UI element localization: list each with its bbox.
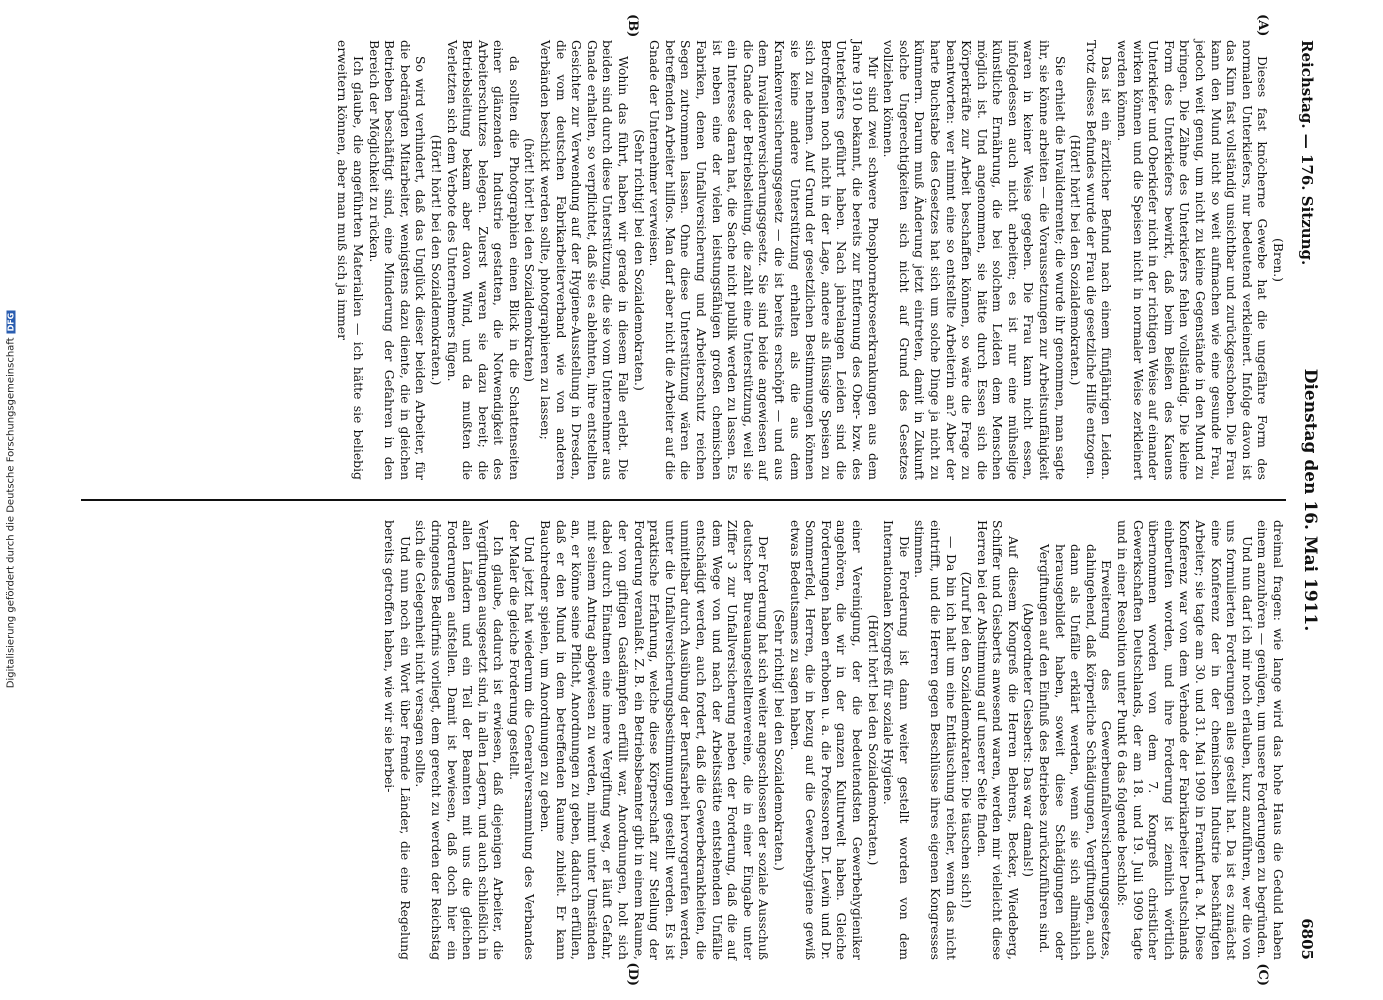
paragraph: Der Forderung hat sich weiter angeschlossen der soziale Ausschuß deutscher Bureauangestelltenvereine, die in einer Eingabe unter Ziffer 3 zur Unfallversicherung neben der Forderung, daß die auf dem Wege von und nach der Arbeitsstätte entstehenden Unfälle entschädigt werden, auch fordert, daß die Gewerbekrankheiten, die unmittelbar durch Ausübung der Berufsarbeit hervorgerufen werden, unter die Unfallversicherungsbestimmungen gestellt werden. Es ist praktische Erfahrung, welche diese Körperschaft zur Stellung der Forderung veranlaßt. Z. B. ein Betriebsbeamter gibt in einem Raume, der von giftigen Gasdämpfen erfüllt war, Anordnungen, holt sich dabei durch Einatmen eine innere Vergiftung weg, er läuft Gefahr, mit seinem Antrag abgewiesen zu werden, nimmt unter Umständen an, er könne seine Pflicht, Anordnungen zu geben, dadurch erfüllen, daß er den Mund in dem betreffenden Raume zuhielt. Er kann Bauchredner spielen, um Anordnungen zu geben. — [538, 520, 772, 960]
column-marker-a: (A) — [1255, 14, 1270, 37]
paragraph: Auf diesem Kongreß die Herren Behrens, Becker, Wiedeberg, Schiffer und Giesberts anwesend waren, werden mir vielleicht diese Herren bei der Abstimmung auf unserer Seite finden. — [974, 520, 1021, 960]
paragraph: Wohin das führt, haben wir gerade in diesem Falle erlebt. Die beiden sind durch diese Unterstützung, die sie vom Unternehmer aus Gnade erhalten, so verpflichtet, daß sie es ablehnten, ihre entstellten Gesichter zur Verwendung auf der Hygiene-Ausstellung in Dresden, die vom deutschen Fabrikarbeiterverband wie von anderen Verbänden beschickt werden sollte, photographieren zu lassen; — [538, 40, 632, 480]
column-divider — [81, 499, 1286, 501]
credit-text: Digitalisierung gefördert durch die Deutsche Forschungsgemeinschaft — [5, 337, 17, 689]
digitization-credit-strip — [0, 0, 22, 1000]
page-header — [1290, 40, 1330, 960]
column-marker-c: (C) — [1255, 963, 1270, 986]
paragraph: dreimal fragen: wie lange wird das hohe Haus die Geduld haben einem anzuhören — genügen, um unsere Forderungen zu begründen. — [1255, 520, 1286, 960]
interjection: (Zuruf bei den Sozialdemokraten: Die täuschen sich!) — [959, 571, 975, 909]
page-number: 6805 — [1298, 918, 1316, 960]
column-marker-d: (D) — [625, 962, 640, 986]
paragraph: Dieses fast knöcherne Gewebe hat die ungefähre Form des normalen Unterkiefers, nur bedeutend verkleinert. Infolge davon ist das Kinn fast vollständig unsichtbar und zurückgeschoben. Die Frau kann den Mund nicht so weit aufmachen wie eine gesunde Frau, jedoch weit genug, um nicht zu kleine Gegenstände in den Mund zu bringen. Die Zähne des Unterkiefers fehlen vollständig. Die kleine Form des Unterkiefers bewirkt, daß beim Beißen des Kauens Unterkiefer und Oberkiefer nicht in der richtigen Weise auf einander wirken können und die Speisen nicht in normaler Weise zerkleinert werden können. — [1115, 40, 1271, 480]
paragraph: einer Vereinigung, der die bedeutendsten Gewerbehygieniker angehören, die wir in der ganzen Kulturwelt haben. Gleiche Forderungen haben erhoben u. a. die Professoren Dr. Lewin und Dr. Sommerfeld, Herren, die in bezug auf die Gewerbehygiene gewiß etwas Bedeutsames zu sagen haben. — [787, 520, 865, 960]
paragraph: So wird verhindert, daß das Unglück dieser beiden Arbeiter, für die bedrängten Mitarbeiter, wenigstens dazu diente, die in gleichen Betrieben beschäftigt sind, eine Minderung der Gefahren in den Bereich der Möglichkeit zu rücken. — [366, 40, 429, 480]
paragraph: Und jetzt hat wiederum die Generalversammlung des Verbandes der Maler die gleiche Forderung gestellt. — [506, 520, 538, 960]
paragraph: — Da bin ich halt um eine Enttäuschung reicher, wenn das nicht eintrifft, und die Herren gegen Beschlüsse ihres eigenen Kongresses stimmen. — [912, 520, 959, 960]
speaker-label: (Bren.) — [1271, 238, 1286, 282]
paragraph: Ich glaube, die angeführten Materialien — ich hätte sie beliebig erweitern können, aber man muß sich ja immer — [335, 40, 366, 480]
column-marker-b: (B) — [625, 14, 640, 38]
paragraph: Und nun darf ich mir noch erlauben, kurz anzuführen, wer die von uns formulierten Forderungen alles gestellt hat. Da ist es zunächst eine Konferenz der in der chemischen Industrie beschäftigten Arbeiter; sie tagte am 30. und 31. Mai 1909 in Frankfurt a. M. Diese Konferenz war von dem Verbande der Fabrikarbeiter Deutschlands einberufen worden, und ihre Forderung ist ziemlich wörtlich übernommen worden von dem 7. Kongreß christlicher Gewerkschaften Deutschlands, der am 18. und 19. Juli 1909 tagte und in einer Resolution unter Punkt 6 das folgende beschloß: — [1115, 520, 1255, 960]
scanned-page — [70, 14, 1330, 986]
quoted-resolution: Erweiterung des Gewerbeunfallversicherungsgesetzes, dahingehend, daß körperliche Schädigungen, Vergiftungen, auch dann als Unfälle erklärt werden, wenn sie sich allmählich herausgebildet haben, soweit diese Schädigungen oder Vergiftungen auf den Einfluß des Betriebes zurückzuführen sind. — [1037, 544, 1115, 960]
interjection: (Hört! hört! bei den Sozialdemokraten.) — [428, 134, 444, 386]
interjection: (Hört! hört! bei den Sozialdemokraten.) — [865, 614, 881, 866]
text-columns — [81, 40, 1286, 960]
paragraph: Mir sind zwei schwere Phosphornekroseerkrankungen aus dem Jahre 1910 bekannt, die bereits zur Entfernung des Ober- bzw. des Unterkiefers geführt haben. Nach jahrelangen Leiden sind die Betroffenen noch nicht in der Lage, andere als flüssige Speisen zu sich zu nehmen. Auf Grund der gesetzlichen Bestimmungen können sie keine andere Unterstützung erhalten als die aus dem Krankenversicherungsgesetz — die ist bereits erschöpft — und aus dem Invalidenversicherungsgesetz. Sie sind beide angewiesen auf die Gnade der Betriebsleitung, die zahlt eine Unterstützung, weil sie ein Interesse daran hat, die Sache nicht publik werden zu lassen. Es ist neben eine der vielen leistungsfähigen großen chemischen Fabriken, denen Unfallversicherung und Arbeiterschutz reichen Segen zutrommen lassen. Ohne diese Unterstützung wären die betreffenden Arbeiter hilflos. Man darf aber nicht die Arbeiter auf die Gnade der Unternehmer verweisen. — [647, 40, 881, 480]
interjection: (Sehr richtig! bei den Sozialdemokraten.) — [631, 129, 647, 391]
right-column — [81, 520, 1286, 960]
paragraph: da sollten die Photographien einen Blick in die Schattenseiten einer glänzenden Industrie gestatten, die Notwendigkeit des Arbeiterschutzes belegen. Zuerst waren sie dazu bereit; die Betriebsleitung bekam aber davon Wind, und da mußten die Verletzten sich dem Verbote des Unternehmers fügen. — [444, 40, 522, 480]
header-session: Reichstag. — 176. Sitzung. — [1298, 40, 1316, 266]
rotated-page — [70, 14, 1330, 986]
paragraph: Und nun noch ein Wort über fremde Länder, die eine Regelung bereits getroffen haben, wie wir sie herbei- — [382, 520, 413, 960]
interjection: (hört! hört! bei den Sozialdemokraten) — [522, 138, 538, 382]
page — [70, 14, 1330, 986]
left-column — [81, 40, 1286, 480]
paragraph: Ich glaube, dadurch ist erwiesen, daß diejenigen Arbeiter, die Vergiftungen ausgesetzt sind, in allen Lagern, und auch schließlich in allen Ländern und ein Teil der Beamten mit uns die gleichen Forderungen aufstellen. Damit ist bewiesen, daß doch hier ein dringendes Bedürfnis vorliegt, dem gerecht zu werden der Reichstag sich die Gelegenheit nicht versagen sollte. — [413, 520, 507, 960]
paragraph: Sie erhielt die Invalidenrente; die wurde ihr genommen, man sagte ihr, sie könne arbeiten — die Voraussetzungen zur Arbeitsunfähigkeit waren in keiner Weise gegeben. Die Frau kann nicht essen, infolgedessen auch nicht arbeiten; es ist nur eine mühselige künstliche Ernährung, die bei solchem Leiden dem Menschen möglich ist. Und angenommen, sie hätte durch Essen sich die Körperkräfte zur Arbeit beschaffen können, so wäre die Frage zu beantworten: wer nimmt eine so entstellte Arbeiterin an? Aber der harte Buchstabe des Gesetzes hat sich um solche Dinge ja nicht zu kümmern. Darum muß Änderung jetzt eintreten, damit in Zukunft solche Ungerechtigkeiten sich nicht auf Grund des Gesetzes vollziehen können. — [881, 40, 1068, 480]
paragraph: Die Forderung ist dann weiter gestellt worden von dem Internationalen Kongreß für soziale Hygiene. — [881, 520, 912, 960]
dfg-logo: DFG — [6, 312, 16, 332]
paragraph: Das ist ein ärztlicher Befund nach einem fünfjährigen Leiden. Trotz dieses Befundes wurde der Frau die gesetzliche Hilfe entzogen. — [1083, 40, 1115, 480]
header-date: Dienstag den 16. Mai 1911. — [1300, 368, 1320, 632]
interjection: (Hört! hört! bei den Sozialdemokraten.) — [1068, 134, 1084, 386]
interjection: (Abgeordneter Giesberts: Das war damals!) — [1021, 602, 1037, 878]
digitization-credit — [6, 120, 17, 880]
interjection: (Sehr richtig! bei den Sozialdemokraten.) — [772, 609, 787, 871]
